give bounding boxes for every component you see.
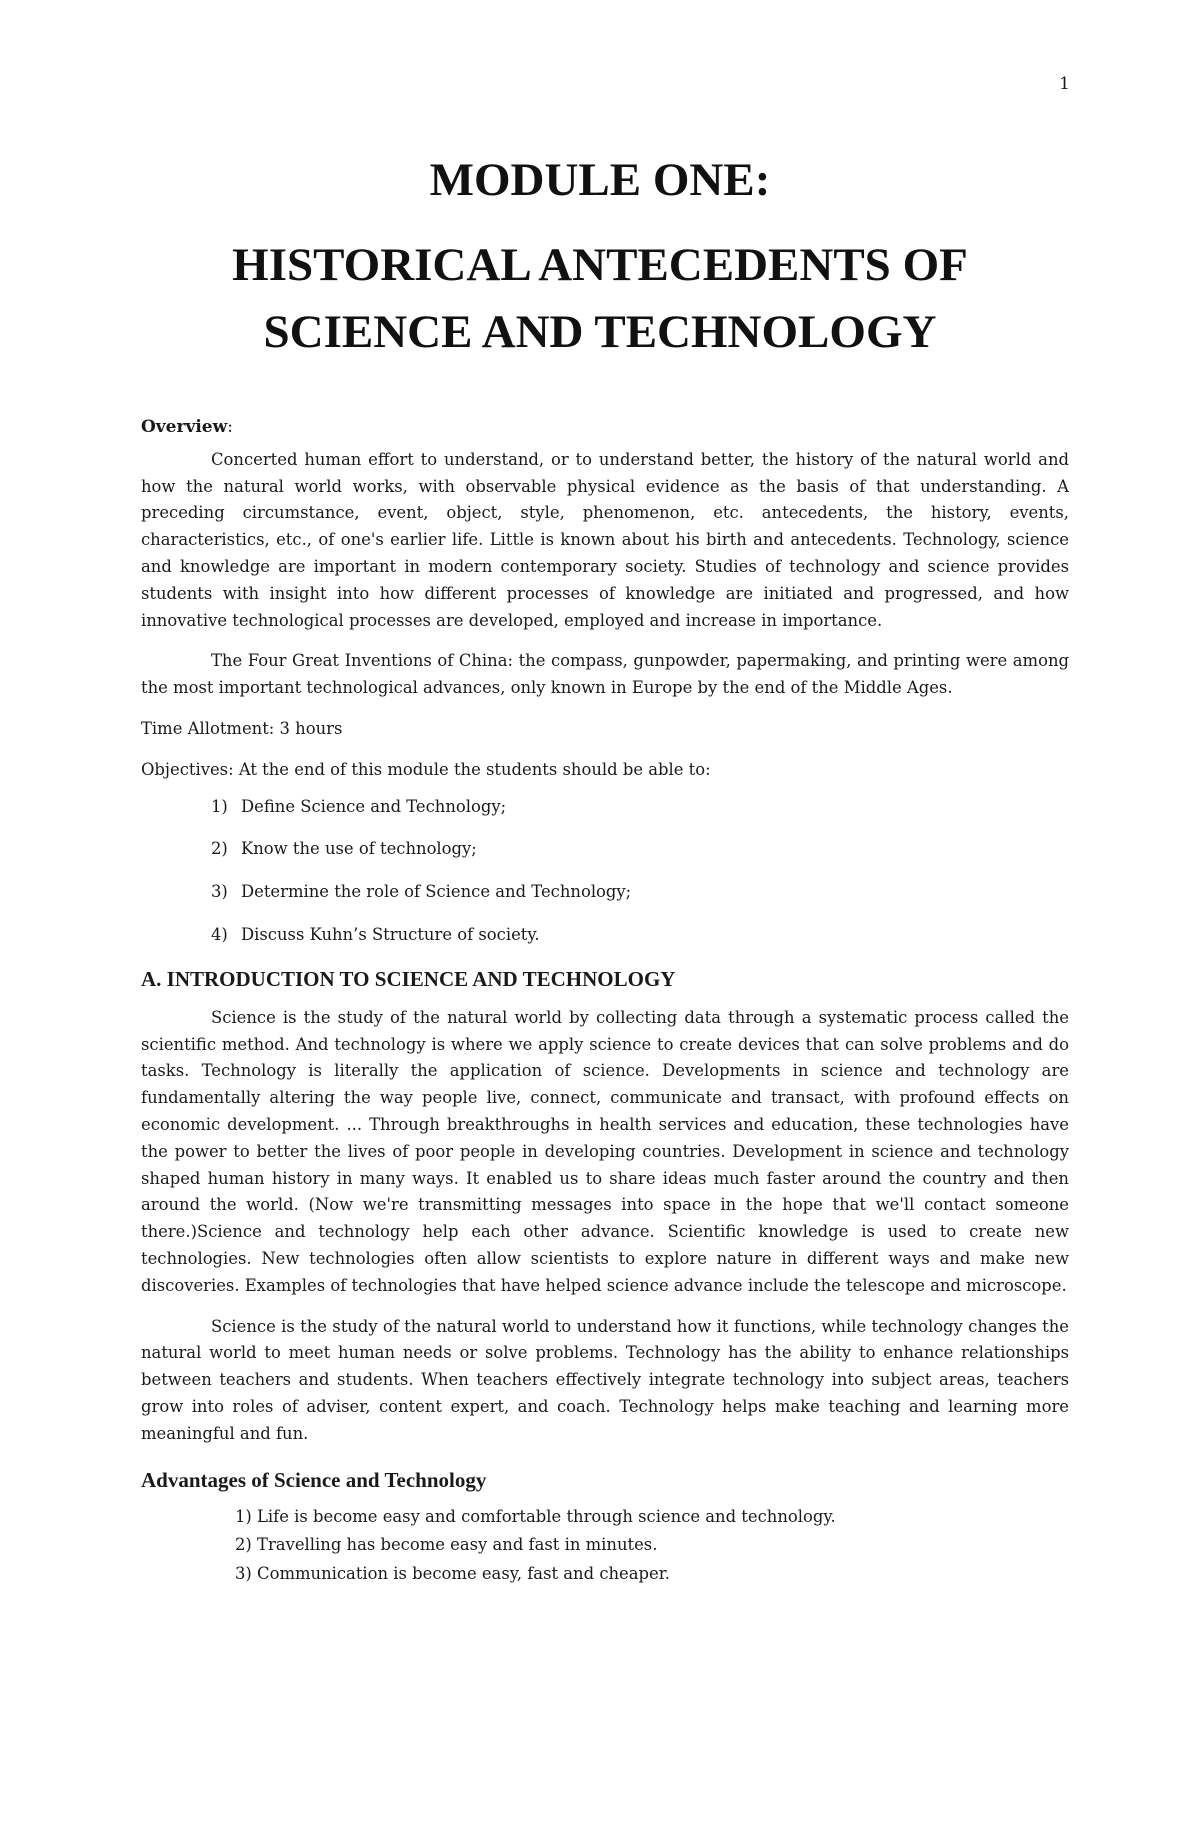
overview-heading: [141, 414, 1069, 441]
objective-number: 4): [211, 924, 228, 944]
objective-item: [211, 794, 1069, 821]
advantage-item: 1) Life is become easy and comfortable through science and technology.: [235, 1506, 836, 1526]
title-line-1: MODULE ONE:: [429, 154, 771, 206]
page-number: 1: [1059, 74, 1070, 94]
objective-text: Determine the role of Science and Technology;: [241, 882, 632, 902]
overview-label: Overview: [141, 417, 228, 437]
objective-item: [211, 922, 1069, 949]
title-line-2: HISTORICAL ANTECEDENTS OF: [232, 239, 968, 291]
title-line-3: SCIENCE AND TECHNOLOGY: [263, 306, 937, 358]
objective-number: 3): [211, 882, 228, 902]
advantage-item: 3) Communication is become easy, fast and cheaper.: [235, 1564, 670, 1584]
advantages-list: [141, 1504, 1069, 1588]
objectives-list: [141, 794, 1069, 949]
objective-item: [211, 879, 1069, 906]
objective-item: [211, 836, 1069, 863]
time-allotment: Time Allotment: 3 hours: [141, 718, 343, 738]
overview-paragraph-1: Concerted human effort to understand, or to understand better, the history of the natural world and how the natural world works, with observable physical evidence as the basis of that understanding. A preceding circumstance, event, object, style, phenomenon, etc. antecedents, the history, events, characteristics, etc., of one's earlier life. Little is known about his birth and antecedents. Technology, science and knowledge are important in modern contemporary society. Studies of technology and science provides students with insight into how different processes of knowledge are initiated and progressed, and how innovative technological processes are developed, employed and increase in importance.: [141, 449, 1069, 630]
objectives-intro: Objectives: At the end of this module the students should be able to:: [141, 759, 711, 779]
objective-text: Define Science and Technology;: [241, 796, 507, 816]
advantages-heading: Advantages of Science and Technology: [141, 1467, 487, 1492]
section-a-paragraph-2: Science is the study of the natural world to understand how it functions, while technology changes the natural world to meet human needs or solve problems. Technology has the ability to enhance relationships between teachers and students. When teachers effectively integrate technology into subject areas, teachers grow into roles of adviser, content expert, and coach. Technology helps make teaching and learning more meaningful and fun.: [141, 1316, 1069, 1443]
advantage-item: 2) Travelling has become easy and fast in minutes.: [235, 1535, 658, 1555]
objective-number: 1): [211, 796, 228, 816]
objective-text: Discuss Kuhn’s Structure of society.: [241, 924, 540, 944]
module-title: [0, 145, 1200, 367]
section-a-heading: A. INTRODUCTION TO SCIENCE AND TECHNOLOGY: [141, 966, 676, 991]
objective-number: 2): [211, 839, 228, 859]
overview-colon: :: [227, 417, 233, 437]
section-a-paragraph-1: Science is the study of the natural world by collecting data through a systematic process called the scientific method. And technology is where we apply science to create devices that can solve problems and do tasks. Technology is literally the application of science. Developments in science and technology are fundamentally altering the way people live, connect, communicate and transact, with profound effects on economic development. ... Through breakthroughs in health services and education, these technologies have the power to better the lives of poor people in developing countries. Development in science and technology shaped human history in many ways. It enabled us to share ideas much faster around the country and then around the world. (Now we're transmitting messages into space in the hope that we'll contact someone there.)Science and technology help each other advance. Scientific knowledge is used to create new technologies. New technologies often allow scientists to explore nature in different ways and make new discoveries. Examples of technologies that have helped science advance include the telescope and microscope.: [141, 1007, 1069, 1295]
objective-text: Know the use of technology;: [241, 839, 477, 859]
overview-paragraph-2: The Four Great Inventions of China: the compass, gunpowder, papermaking, and printing were among the most important technological advances, only known in Europe by the end of the Middle Ages.: [141, 651, 1069, 698]
document-body: [141, 414, 1069, 1590]
